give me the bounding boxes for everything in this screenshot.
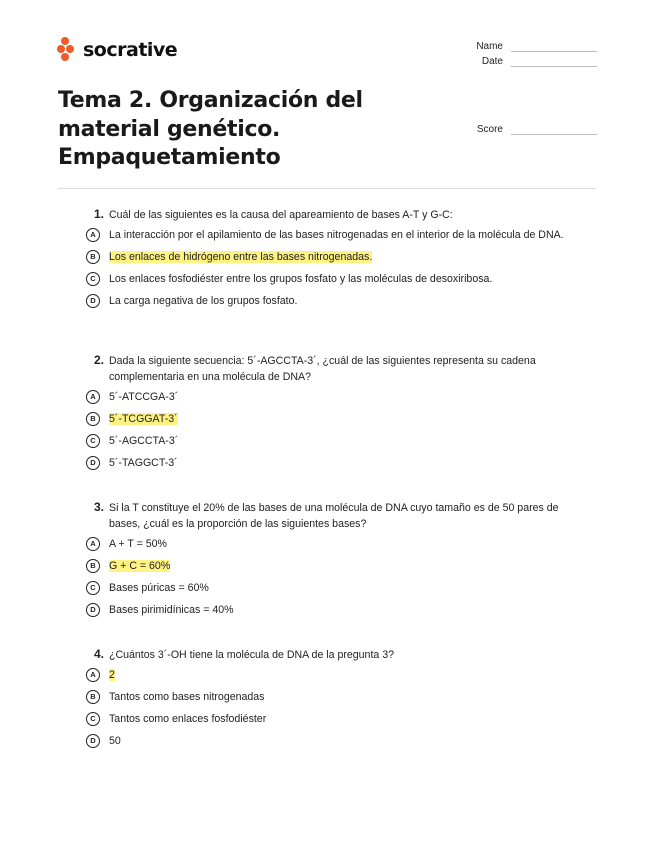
option-b <box>88 250 578 267</box>
score-field <box>470 124 597 135</box>
option-text: A + T = 50% <box>109 538 167 550</box>
question-3 <box>88 500 578 620</box>
option-text-highlighted: Los enlaces de hidrógeno entre las bases nitrogenadas. <box>109 251 373 263</box>
name-label: Name <box>476 41 503 52</box>
option-letter-badge: C <box>86 581 100 595</box>
option-letter-badge: D <box>86 603 100 617</box>
option-text: Los enlaces fosfodiéster entre los grupos fosfato y las moléculas de desoxiribosa. <box>109 273 493 285</box>
option-letter-badge: A <box>86 228 100 242</box>
option-letter-badge: B <box>86 250 100 264</box>
option-d <box>88 734 578 751</box>
socrative-logo <box>57 37 177 63</box>
option-c <box>88 272 578 289</box>
question-text: ¿Cuántos 3´-OH tiene la molécula de DNA de la pregunta 3? <box>109 649 395 661</box>
question-number: 1. <box>93 207 104 221</box>
option-letter-badge: A <box>86 668 100 682</box>
option-text: 5´-AGCCTA-3´ <box>109 435 179 447</box>
option-d <box>88 294 578 311</box>
socrative-logo-icon <box>57 37 77 63</box>
question-text: Cuál de las siguientes es la causa del apareamiento de bases A-T y G-C: <box>109 209 453 221</box>
option-text: 5´-ATCCGA-3´ <box>109 391 179 403</box>
question-4 <box>88 647 578 751</box>
question-number: 2. <box>93 353 104 367</box>
name-line <box>511 42 597 52</box>
option-letter-badge: B <box>86 559 100 573</box>
option-b <box>88 690 578 707</box>
option-text-highlighted: G + C = 60% <box>109 560 171 572</box>
option-text: 50 <box>109 735 121 747</box>
option-d <box>88 603 578 620</box>
option-letter-badge: B <box>86 690 100 704</box>
option-letter-badge: A <box>86 390 100 404</box>
option-letter-badge: B <box>86 412 100 426</box>
option-letter-badge: C <box>86 272 100 286</box>
option-b <box>88 559 578 576</box>
option-c <box>88 434 578 451</box>
option-text: La carga negativa de los grupos fosfato. <box>109 295 298 307</box>
option-a <box>88 390 578 407</box>
option-a <box>88 668 578 685</box>
question-text: Si la T constituye el 20% de las bases de una molécula de DNA cuyo tamaño es de 50 pares de bases, ¿cuál es la proporción de las siguientes bases? <box>109 502 559 530</box>
option-c <box>88 712 578 729</box>
option-text: Bases pirimidínicas = 40% <box>109 604 234 616</box>
option-letter-badge: D <box>86 734 100 748</box>
question-2 <box>88 353 578 473</box>
question-number: 4. <box>93 647 104 661</box>
option-c <box>88 581 578 598</box>
option-text: Tantos como enlaces fosfodiéster <box>109 713 267 725</box>
option-letter-badge: D <box>86 294 100 308</box>
option-text: Tantos como bases nitrogenadas <box>109 691 265 703</box>
option-a <box>88 537 578 554</box>
question-text: Dada la siguiente secuencia: 5´-AGCCTA-3´, ¿cuál de las siguientes representa su cadena complementaria en una molécula de DNA? <box>109 355 536 383</box>
question-1 <box>88 207 578 311</box>
option-letter-badge: C <box>86 712 100 726</box>
option-letter-badge: D <box>86 456 100 470</box>
header-divider <box>58 188 596 189</box>
date-line <box>511 57 597 67</box>
question-number: 3. <box>93 500 104 514</box>
option-letter-badge: A <box>86 537 100 551</box>
score-line <box>511 125 597 135</box>
date-label: Date <box>481 56 503 67</box>
option-d <box>88 456 578 473</box>
option-letter-badge: C <box>86 434 100 448</box>
page-title: Tema 2. Organización del material genético. Empaquetamiento <box>58 88 363 170</box>
option-text: La interacción por el apilamiento de las bases nitrogenadas en el interior de la molécula de DNA. <box>109 229 564 241</box>
option-text: Bases púricas = 60% <box>109 582 209 594</box>
date-field <box>470 56 597 67</box>
option-text-highlighted: 5´-TCGGAT-3´ <box>109 413 178 425</box>
score-label: Score <box>476 124 503 135</box>
option-b <box>88 412 578 429</box>
option-text: 5´-TAGGCT-3´ <box>109 457 178 469</box>
name-field <box>470 41 597 52</box>
option-text-highlighted: 2 <box>109 669 115 681</box>
option-a <box>88 228 578 245</box>
brand-name: socrative <box>83 39 178 61</box>
